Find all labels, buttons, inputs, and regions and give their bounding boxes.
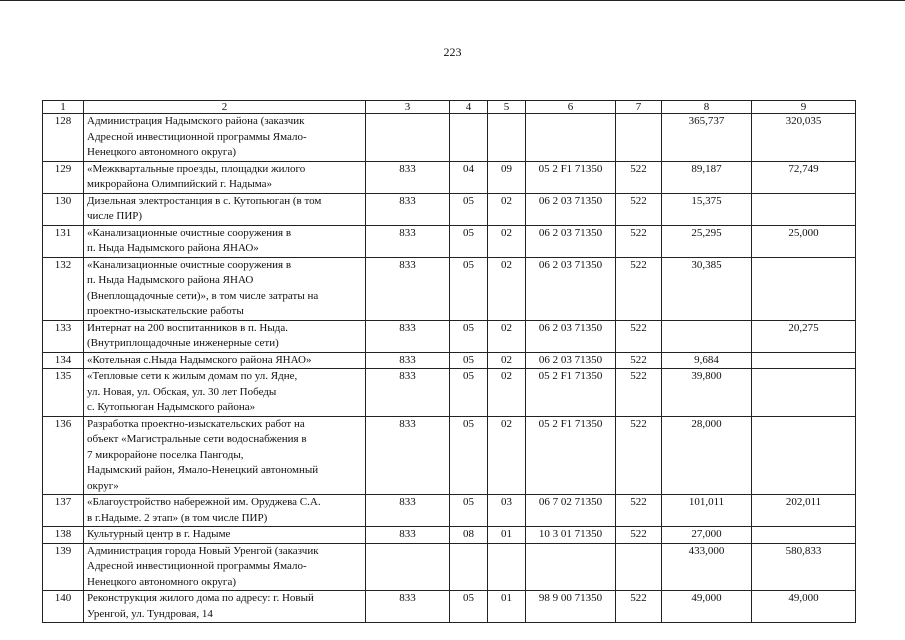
description-line: Администрация города Новый Уренгой (заказчик bbox=[87, 544, 319, 557]
code-cell: 833 bbox=[366, 225, 450, 257]
amount-cell: 39,800 bbox=[662, 369, 752, 417]
code-cell: 833 bbox=[366, 257, 450, 320]
description-line: «Канализационные очистные сооружения в bbox=[87, 226, 292, 239]
amount-cell: 28,000 bbox=[662, 416, 752, 495]
code-cell bbox=[366, 114, 450, 162]
code-cell bbox=[366, 543, 450, 591]
subsection-cell: 02 bbox=[488, 257, 526, 320]
code-cell: 833 bbox=[366, 320, 450, 352]
target-article-cell bbox=[526, 543, 616, 591]
amount-cell: 49,000 bbox=[752, 591, 856, 623]
description-line: «Тепловые сети к жилым домам по ул. Ядне, bbox=[87, 370, 298, 382]
row-number-cell: 138 bbox=[43, 527, 84, 544]
table-row bbox=[43, 543, 856, 591]
section-cell: 05 bbox=[450, 352, 488, 369]
target-article-cell: 06 2 03 71350 bbox=[526, 225, 616, 257]
description-line: Надымский район, Ямало-Ненецкий автономный bbox=[87, 464, 319, 476]
amount-cell: 365,737 bbox=[662, 114, 752, 162]
description-line: с. Кутопьюган Надымского района» bbox=[87, 401, 256, 413]
description-cell bbox=[84, 193, 366, 225]
row-number-cell: 132 bbox=[43, 257, 84, 320]
target-article-cell: 05 2 F1 71350 bbox=[526, 369, 616, 417]
amount-cell bbox=[752, 257, 856, 320]
expense-type-cell: 522 bbox=[616, 352, 662, 369]
description-line: (Внеплощадочные сети)», в том числе затраты на bbox=[87, 289, 319, 302]
amount-cell: 320,035 bbox=[752, 114, 856, 162]
row-number-cell: 130 bbox=[43, 193, 84, 225]
description-line: Ненецкого автономного округа) bbox=[87, 575, 236, 588]
description-cell bbox=[84, 161, 366, 193]
description-line: «Благоустройство набережной им. Оруджева С.А. bbox=[87, 496, 321, 508]
amount-cell: 49,000 bbox=[662, 591, 752, 623]
top-rule bbox=[0, 0, 905, 1]
expense-type-cell: 522 bbox=[616, 416, 662, 495]
description-cell bbox=[84, 495, 366, 527]
row-number-cell: 128 bbox=[43, 114, 84, 162]
description-cell bbox=[84, 352, 366, 369]
description-line: Культурный центр в г. Надыме bbox=[87, 528, 231, 540]
target-article-cell: 06 7 02 71350 bbox=[526, 495, 616, 527]
row-number-cell: 137 bbox=[43, 495, 84, 527]
amount-cell bbox=[752, 527, 856, 544]
amount-cell bbox=[752, 416, 856, 495]
table-row bbox=[43, 591, 856, 623]
expense-type-cell: 522 bbox=[616, 591, 662, 623]
column-header: 5 bbox=[488, 101, 526, 114]
section-cell: 05 bbox=[450, 225, 488, 257]
amount-cell: 15,375 bbox=[662, 193, 752, 225]
subsection-cell: 02 bbox=[488, 320, 526, 352]
row-number-cell: 135 bbox=[43, 369, 84, 417]
description-cell bbox=[84, 225, 366, 257]
description-line: «Канализационные очистные сооружения в bbox=[87, 258, 292, 271]
description-line: Дизельная электростанция в с. Кутопьюган (в том bbox=[87, 194, 322, 207]
code-cell: 833 bbox=[366, 352, 450, 369]
amount-cell: 27,000 bbox=[662, 527, 752, 544]
description-cell bbox=[84, 543, 366, 591]
description-line: проектно-изыскательские работы bbox=[87, 305, 244, 317]
expense-type-cell bbox=[616, 543, 662, 591]
target-article-cell: 05 2 F1 71350 bbox=[526, 161, 616, 193]
code-cell: 833 bbox=[366, 369, 450, 417]
section-cell: 05 bbox=[450, 495, 488, 527]
table-row bbox=[43, 225, 856, 257]
amount-cell: 25,295 bbox=[662, 225, 752, 257]
code-cell: 833 bbox=[366, 527, 450, 544]
amount-cell bbox=[662, 320, 752, 352]
expense-type-cell: 522 bbox=[616, 193, 662, 225]
description-line: микрорайона Олимпийский г. Надыма» bbox=[87, 178, 273, 190]
target-article-cell: 06 2 03 71350 bbox=[526, 193, 616, 225]
amount-cell: 101,011 bbox=[662, 495, 752, 527]
description-line: п. Ныда Надымского района ЯНАО» bbox=[87, 242, 259, 254]
target-article-cell: 05 2 F1 71350 bbox=[526, 416, 616, 495]
column-header: 8 bbox=[662, 101, 752, 114]
row-number-cell: 129 bbox=[43, 161, 84, 193]
subsection-cell: 02 bbox=[488, 225, 526, 257]
section-cell: 05 bbox=[450, 416, 488, 495]
description-line: Разработка проектно-изыскательских работ на bbox=[87, 417, 305, 430]
table-row bbox=[43, 352, 856, 369]
subsection-cell: 02 bbox=[488, 416, 526, 495]
description-line: ул. Новая, ул. Обская, ул. 30 лет Победы bbox=[87, 385, 277, 398]
section-cell: 05 bbox=[450, 193, 488, 225]
description-line: Адресной инвестиционной программы Ямало- bbox=[87, 560, 307, 572]
table-row bbox=[43, 193, 856, 225]
subsection-cell: 02 bbox=[488, 369, 526, 417]
subsection-cell bbox=[488, 543, 526, 591]
section-cell: 05 bbox=[450, 369, 488, 417]
target-article-cell: 06 2 03 71350 bbox=[526, 320, 616, 352]
expense-type-cell: 522 bbox=[616, 527, 662, 544]
expense-type-cell: 522 bbox=[616, 495, 662, 527]
subsection-cell: 01 bbox=[488, 527, 526, 544]
section-cell: 08 bbox=[450, 527, 488, 544]
amount-cell: 72,749 bbox=[752, 161, 856, 193]
description-line: в г.Надыме. 2 этап» (в том числе ПИР) bbox=[87, 511, 268, 524]
column-header: 3 bbox=[366, 101, 450, 114]
budget-table bbox=[42, 100, 856, 623]
column-header: 9 bbox=[752, 101, 856, 114]
description-line: числе ПИР) bbox=[87, 210, 143, 222]
expense-type-cell: 522 bbox=[616, 320, 662, 352]
description-cell bbox=[84, 416, 366, 495]
description-cell bbox=[84, 369, 366, 417]
subsection-cell: 01 bbox=[488, 591, 526, 623]
code-cell: 833 bbox=[366, 416, 450, 495]
section-cell: 05 bbox=[450, 591, 488, 623]
header-row bbox=[43, 101, 856, 114]
table-row bbox=[43, 161, 856, 193]
amount-cell: 89,187 bbox=[662, 161, 752, 193]
section-cell: 05 bbox=[450, 257, 488, 320]
expense-type-cell: 522 bbox=[616, 369, 662, 417]
description-cell bbox=[84, 114, 366, 162]
column-header: 1 bbox=[43, 101, 84, 114]
description-line: п. Ныда Надымского района ЯНАО bbox=[87, 274, 254, 286]
amount-cell: 25,000 bbox=[752, 225, 856, 257]
row-number-cell: 136 bbox=[43, 416, 84, 495]
column-header: 2 bbox=[84, 101, 366, 114]
expense-type-cell: 522 bbox=[616, 257, 662, 320]
description-line: 7 микрорайоне поселка Пангоды, bbox=[87, 448, 244, 461]
description-line: Реконструкция жилого дома по адресу: г. Новый bbox=[87, 592, 314, 604]
amount-cell: 202,011 bbox=[752, 495, 856, 527]
description-line: «Котельная с.Ныда Надымского района ЯНАО» bbox=[87, 353, 312, 366]
table-row bbox=[43, 416, 856, 495]
row-number-cell: 139 bbox=[43, 543, 84, 591]
subsection-cell: 02 bbox=[488, 193, 526, 225]
column-header: 7 bbox=[616, 101, 662, 114]
description-line: Уренгой, ул. Тундровая, 14 bbox=[87, 607, 213, 620]
description-line: Администрация Надымского района (заказчик bbox=[87, 115, 305, 127]
page-number: 223 bbox=[443, 45, 462, 59]
description-line: «Межквартальные проезды, площадки жилого bbox=[87, 162, 306, 175]
description-line: объект «Магистральные сети водоснабжения в bbox=[87, 433, 307, 445]
amount-cell: 580,833 bbox=[752, 543, 856, 591]
row-number-cell: 131 bbox=[43, 225, 84, 257]
description-cell bbox=[84, 257, 366, 320]
table-row bbox=[43, 257, 856, 320]
subsection-cell: 02 bbox=[488, 352, 526, 369]
expense-type-cell: 522 bbox=[616, 161, 662, 193]
code-cell: 833 bbox=[366, 495, 450, 527]
description-cell bbox=[84, 591, 366, 623]
table-row bbox=[43, 527, 856, 544]
subsection-cell: 03 bbox=[488, 495, 526, 527]
row-number-cell: 133 bbox=[43, 320, 84, 352]
description-line: округ» bbox=[87, 479, 119, 492]
section-cell bbox=[450, 543, 488, 591]
section-cell: 05 bbox=[450, 320, 488, 352]
amount-cell: 30,385 bbox=[662, 257, 752, 320]
amount-cell bbox=[752, 193, 856, 225]
amount-cell: 20,275 bbox=[752, 320, 856, 352]
amount-cell: 433,000 bbox=[662, 543, 752, 591]
expense-type-cell: 522 bbox=[616, 225, 662, 257]
target-article-cell: 10 3 01 71350 bbox=[526, 527, 616, 544]
description-line: Ненецкого автономного округа) bbox=[87, 146, 236, 158]
description-cell bbox=[84, 527, 366, 544]
target-article-cell bbox=[526, 114, 616, 162]
table-row bbox=[43, 495, 856, 527]
column-header: 6 bbox=[526, 101, 616, 114]
row-number-cell: 134 bbox=[43, 352, 84, 369]
table-body bbox=[43, 114, 856, 623]
table-row bbox=[43, 369, 856, 417]
code-cell: 833 bbox=[366, 591, 450, 623]
expense-type-cell bbox=[616, 114, 662, 162]
row-number-cell: 140 bbox=[43, 591, 84, 623]
code-cell: 833 bbox=[366, 193, 450, 225]
target-article-cell: 06 2 03 71350 bbox=[526, 352, 616, 369]
amount-cell bbox=[752, 352, 856, 369]
amount-cell: 9,684 bbox=[662, 352, 752, 369]
description-line: Интернат на 200 воспитанников в п. Ныда. bbox=[87, 321, 288, 334]
code-cell: 833 bbox=[366, 161, 450, 193]
subsection-cell: 09 bbox=[488, 161, 526, 193]
table-row bbox=[43, 114, 856, 162]
description-line: (Внутриплощадочные инженерные сети) bbox=[87, 337, 279, 349]
subsection-cell bbox=[488, 114, 526, 162]
description-line: Адресной инвестиционной программы Ямало- bbox=[87, 130, 307, 143]
column-header: 4 bbox=[450, 101, 488, 114]
description-cell bbox=[84, 320, 366, 352]
amount-cell bbox=[752, 369, 856, 417]
target-article-cell: 98 9 00 71350 bbox=[526, 591, 616, 623]
target-article-cell: 06 2 03 71350 bbox=[526, 257, 616, 320]
table-row bbox=[43, 320, 856, 352]
section-cell bbox=[450, 114, 488, 162]
section-cell: 04 bbox=[450, 161, 488, 193]
